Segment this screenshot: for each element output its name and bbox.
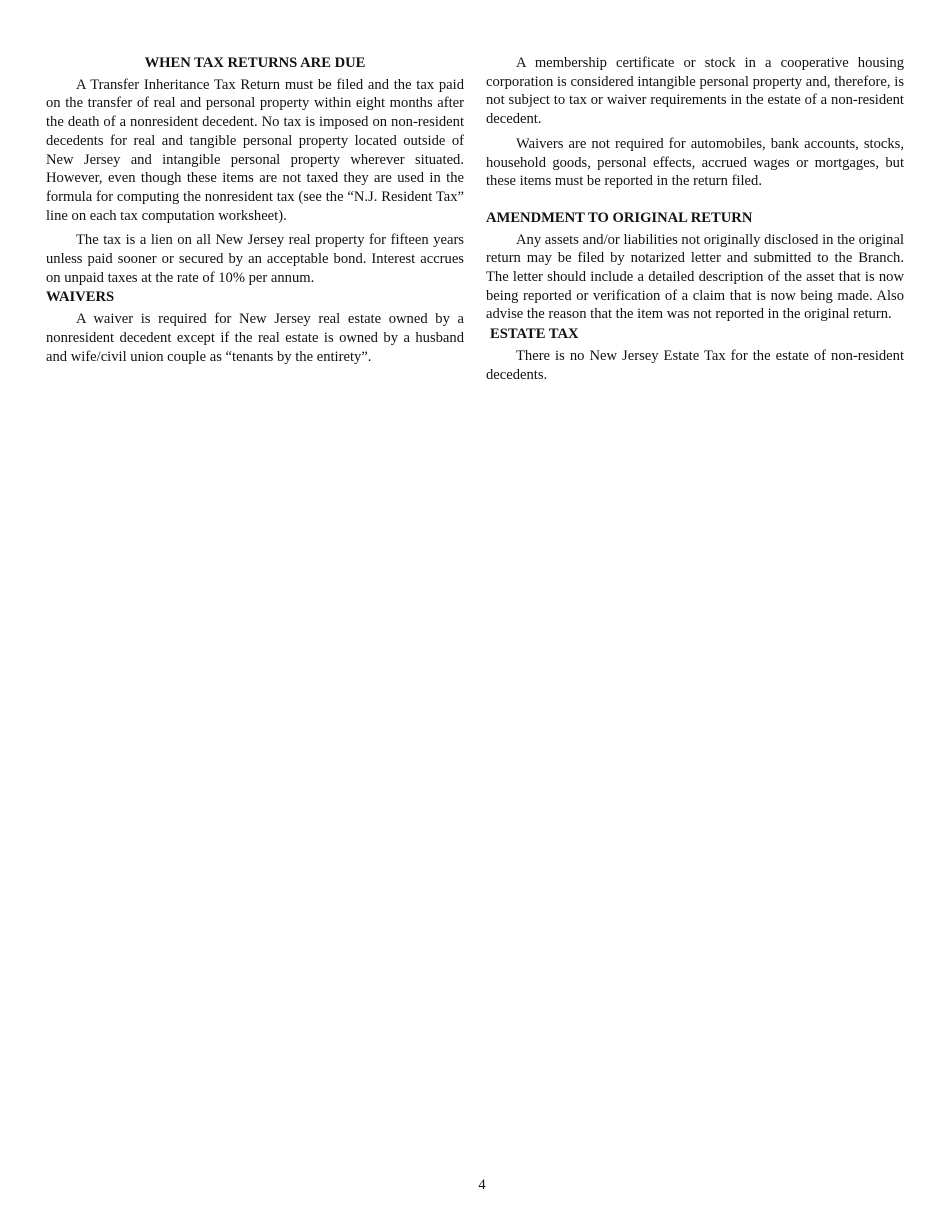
heading-waivers: WAIVERS — [46, 289, 115, 306]
paragraph-when-due-2: The tax is a lien on all New Jersey real property for fifteen years unless paid sooner or secured by an acceptable bond. Interest accrues on unpaid taxes at the rate of 10% per annum. — [46, 232, 464, 286]
heading-amendment: AMENDMENT TO ORIGINAL RETURN — [486, 209, 753, 226]
paragraph-waivers-not-required: Waivers are not required for automobiles, bank accounts, stocks, household goods, personal effects, accrued wages or mortgages, but these items must be reported in the return filed. — [486, 135, 904, 190]
section-estate-tax — [486, 325, 904, 384]
section-amendment — [486, 209, 904, 324]
paragraph-waivers-1: A waiver is required for New Jersey real estate owned by a nonresident decedent except if the real estate is owned by a husband and wife/civil union couple as “tenants by the entirety”. — [46, 311, 464, 365]
page-number: 4 — [478, 1177, 486, 1193]
paragraph-estate-tax-1: There is no New Jersey Estate Tax for the estate of non-resident decedents. — [486, 347, 904, 383]
paragraph-amendment-1: Any assets and/or liabilities not originally disclosed in the original return may be filed by notarized letter and submitted to the Branch. The letter should include a detailed description of the asset that is now being reported or verification of a claim that is now being made. Also advise the reason that the item was not reported in the original return. — [486, 231, 904, 323]
section-waivers — [46, 288, 464, 366]
left-column — [46, 54, 464, 372]
heading-estate-tax: ESTATE TAX — [490, 326, 579, 343]
heading-when-tax-returns-due: WHEN TAX RETURNS ARE DUE — [144, 55, 366, 71]
paragraph-when-due-1: A Transfer Inheritance Tax Return must be filed and the tax paid on the transfer of real and personal property within eight months after the death of a nonresident decedent. No tax is imposed on non-resident decedents for real and tangible personal property located outside of New Jersey and intangible personal property wherever situated. However, even though these items are not taxed they are used in the formula for computing the nonresident tax (see the “N.J. Resident Tax” line on each tax computation worksheet). — [46, 76, 464, 224]
paragraph-cooperative-housing: A membership certificate or stock in a cooperative housing corporation is considered intangible personal property and, therefore, is not subject to tax or waiver requirements in the estate of a non-resident decedent. — [486, 55, 904, 128]
right-column — [486, 54, 904, 390]
section-waivers-continued — [486, 54, 904, 191]
section-when-tax-returns-due — [46, 54, 464, 287]
